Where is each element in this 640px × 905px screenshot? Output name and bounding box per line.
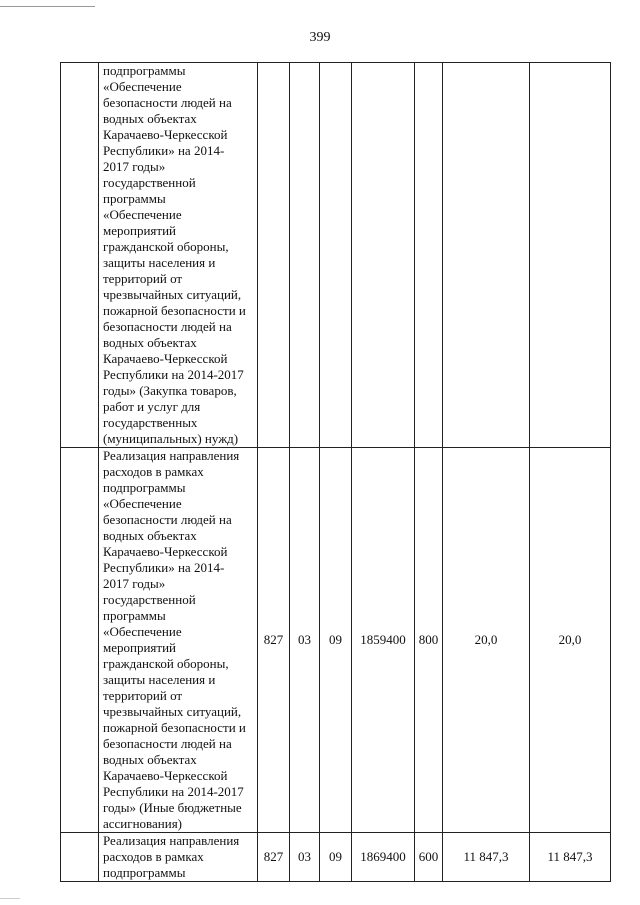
expense-type-cell xyxy=(415,63,443,448)
section-cell: 03 xyxy=(290,448,320,833)
table-row xyxy=(61,448,611,833)
description-cell: Реализация направления расходов в рамках подпрограммы xyxy=(99,833,258,882)
section-cell: 03 xyxy=(290,833,320,882)
target-article-cell: 1859400 xyxy=(352,448,415,833)
scan-edge-rule xyxy=(0,6,95,7)
amount-cell xyxy=(443,63,530,448)
page-number: 399 xyxy=(309,30,331,45)
target-article-cell xyxy=(352,63,415,448)
table-row xyxy=(61,63,611,448)
amount-total-cell xyxy=(530,63,611,448)
subsection-cell: 09 xyxy=(320,833,352,882)
amount-cell: 20,0 xyxy=(443,448,530,833)
description-cell: подпрограммы «Обеспечение безопасности людей на водных объектах Карачаево-Черкесской Республики» на 2014- 2017 годы» государственной программы «Обеспечение мероприятий гражданской обороны, защиты населения и территорий от чрезвычайных ситуаций, пожарной безопасности и безопасности людей на водных объектах Карачаево-Черкесской Республики на 2014-2017 годы» (Закупка товаров, работ и услуг для государственных (муниципальных) нужд) xyxy=(99,63,258,448)
scan-artifact xyxy=(0,898,20,899)
expense-type-cell: 600 xyxy=(415,833,443,882)
section-cell xyxy=(290,63,320,448)
table-row xyxy=(61,833,611,882)
ministry-cell xyxy=(258,63,290,448)
description-cell: Реализация направления расходов в рамках подпрограммы «Обеспечение безопасности людей на водных объектах Карачаево-Черкесской Республики» на 2014- 2017 годы» государственной программы «Обеспечение мероприятий гражданской обороны, защиты населения и территорий от чрезвычайных ситуаций, пожарной безопасности и безопасности людей на водных объектах Карачаево-Черкесской Республики на 2014-2017 годы» (Иные бюджетные ассигнования) xyxy=(99,448,258,833)
amount-total-cell: 20,0 xyxy=(530,448,611,833)
row-number-cell xyxy=(61,63,99,448)
expense-type-cell: 800 xyxy=(415,448,443,833)
amount-cell: 11 847,3 xyxy=(443,833,530,882)
ministry-cell: 827 xyxy=(258,448,290,833)
row-number-cell xyxy=(61,833,99,882)
target-article-cell: 1869400 xyxy=(352,833,415,882)
amount-total-cell: 11 847,3 xyxy=(530,833,611,882)
budget-table xyxy=(60,62,611,882)
subsection-cell xyxy=(320,63,352,448)
ministry-cell: 827 xyxy=(258,833,290,882)
row-number-cell xyxy=(61,448,99,833)
subsection-cell: 09 xyxy=(320,448,352,833)
